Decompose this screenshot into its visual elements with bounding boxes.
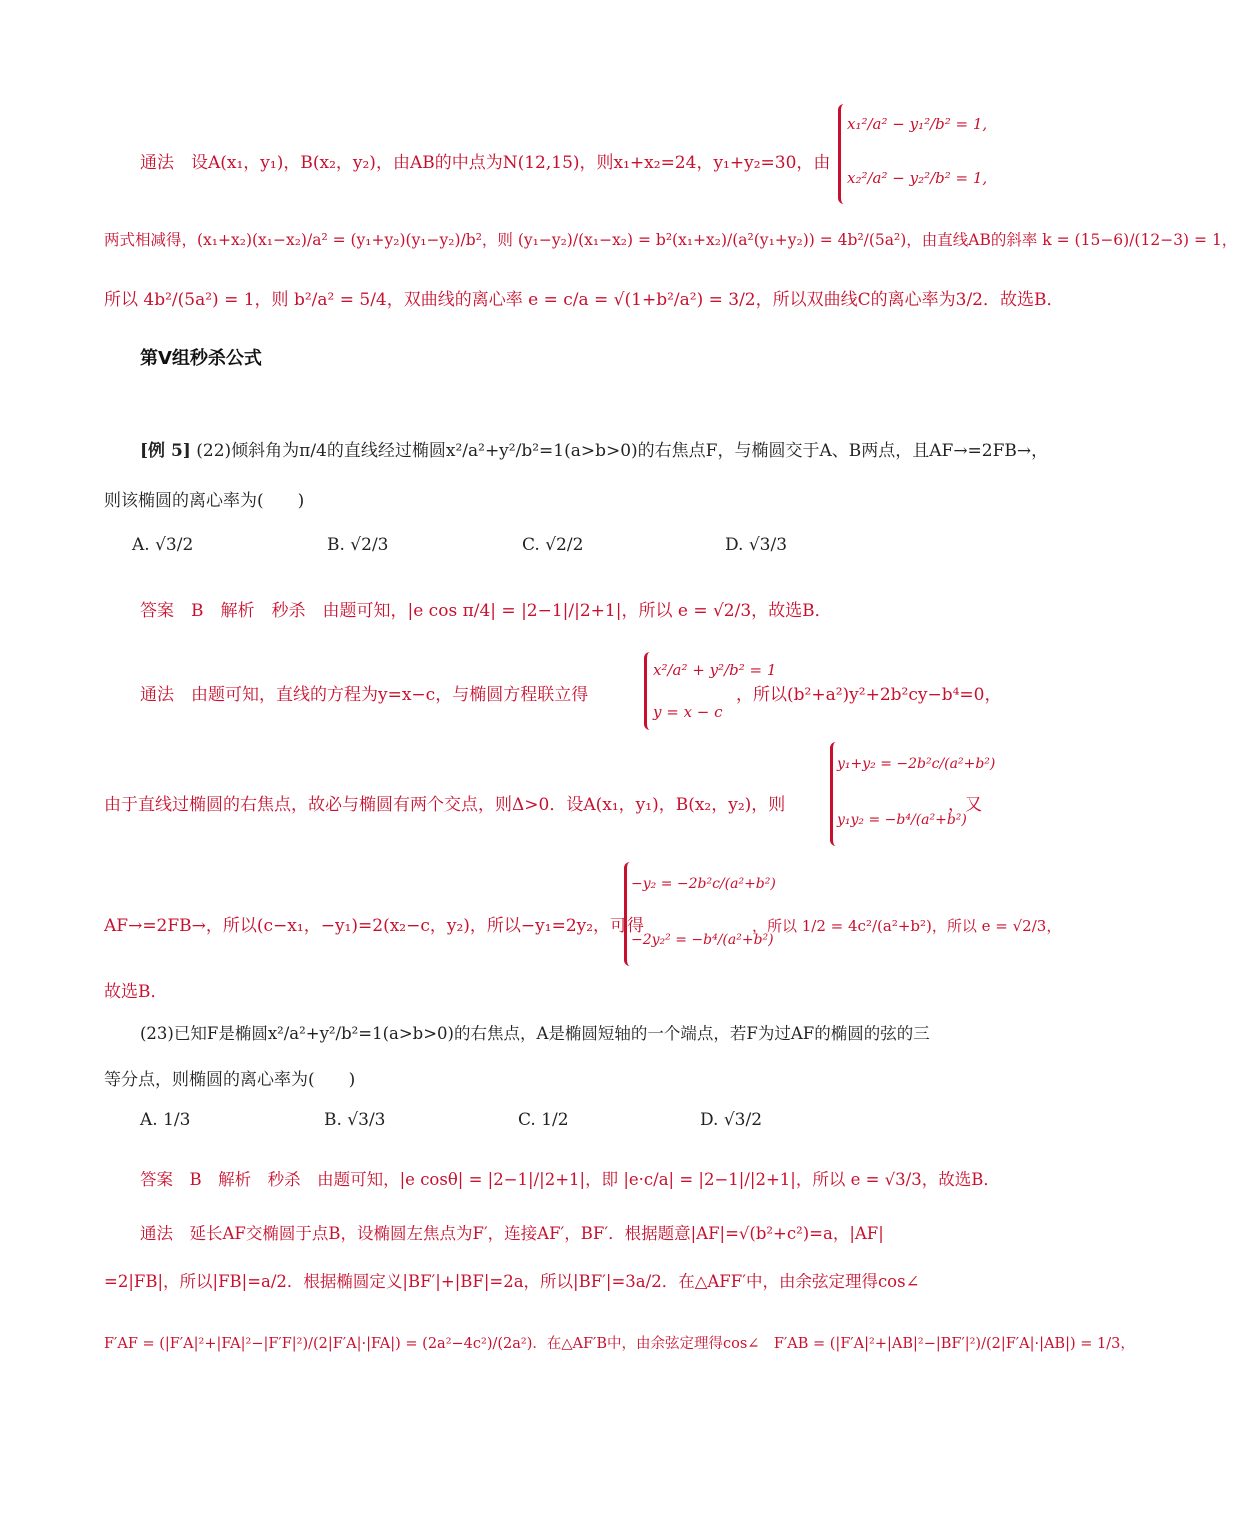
question-line <box>140 437 1048 465</box>
equation-system-vieta <box>830 742 996 846</box>
option-c: C. √2/2 <box>522 535 584 555</box>
system-equation-bottom: y₁y₂ = −b⁴/(a²+b²) <box>837 812 967 828</box>
method-paragraph-line: 通法 由题可知，直线的方程为y=x−c，与椭圆方程联立得 <box>140 685 589 705</box>
option-d: D. √3/2 <box>700 1110 763 1130</box>
question-text: (22)倾斜角为π/4的直线经过椭圆x²/a²+y²/b²=1(a>b>0)的右焦点F，与椭圆交于A、B两点，且AF→=2FB→， <box>196 441 1049 461</box>
method-paragraph-line: F′AF = (|F′A|²+|FA|²−|F′F|²)/(2|F′A|·|FA|) = (2a²−4c²)/(2a²)．在△AF′B中，由余弦定理得cos∠ F′AB = (|F′A|²+|AB|²−|BF′|²)/(2|F′A|·|AB|) = 1/3， <box>104 1336 1135 1352</box>
method-paragraph-tail: ，所以(b²+a²)y²+2b²cy−b⁴=0， <box>736 685 1002 705</box>
system-equation-top: −y₂ = −2b²c/(a²+b²) <box>631 876 776 892</box>
method-paragraph-tail: ，又 <box>948 795 982 815</box>
method-paragraph-tail: ，所以 1/2 = 4c²/(a²+b²)，所以 e = √2/3， <box>752 917 1062 935</box>
method-paragraph-line: AF→=2FB→，所以(c−x₁，−y₁)=2(x₂−c，y₂)，所以−y₁=2y₂，可得 <box>104 916 645 936</box>
option-b: B. √2/3 <box>327 535 389 555</box>
equation-system-line-ellipse <box>644 652 777 730</box>
option-d: D. √3/3 <box>725 535 788 555</box>
system-equation-top: x₁²/a² − y₁²/b² = 1, <box>847 115 988 133</box>
example-label: [例 5] <box>140 441 191 461</box>
method-paragraph-line: 两式相减得，(x₁+x₂)(x₁−x₂)/a² = (y₁+y₂)(y₁−y₂)/b²，则 (y₁−y₂)/(x₁−x₂) = b²(x₁+x₂)/(a²(y₁+y₂)) = 4b²/(5a²)，由直线AB的斜率 k = (15−6)/(12−3) = 1， <box>104 231 1237 249</box>
system-equation-bottom: y = x − c <box>653 703 723 721</box>
system-equation-top: y₁+y₂ = −2b²c/(a²+b²) <box>837 756 996 772</box>
question-line: (23)已知F是椭圆x²/a²+y²/b²=1(a>b>0)的右焦点，A是椭圆短轴的一个端点，若F为过AF的椭圆的弦的三 <box>140 1024 930 1043</box>
answer-line: 答案 B 解析 秒杀 由题可知，|e cos π/4| = |2−1|/|2+1|，所以 e = √2/3，故选B． <box>140 601 832 621</box>
method-paragraph-line: 通法 延长AF交椭圆于点B，设椭圆左焦点为F′，连接AF′，BF′．根据题意|AF|=√(b²+c²)=a，|AF| <box>140 1224 884 1243</box>
option-a: A. 1/3 <box>140 1110 191 1130</box>
option-b: B. √3/3 <box>324 1110 386 1130</box>
section-heading: 第V组秒杀公式 <box>140 348 262 369</box>
method-paragraph-line: 所以 4b²/(5a²) = 1，则 b²/a² = 5/4，双曲线的离心率 e = c/a = √(1+b²/a²) = 3/2，所以双曲线C的离心率为3/2．故选B． <box>104 290 1064 310</box>
method-paragraph-line: 故选B． <box>104 982 168 1002</box>
system-equation-bottom: −2y₂² = −b⁴/(a²+b²) <box>631 932 774 948</box>
answer-line: 答案 B 解析 秒杀 由题可知，|e cosθ| = |2−1|/|2+1|，即 |e·c/a| = |2−1|/|2+1|，所以 e = √3/3，故选B． <box>140 1170 1000 1189</box>
equation-system-hyperbola <box>838 104 988 204</box>
option-a: A. √3/2 <box>132 535 194 555</box>
method-paragraph-line: =2|FB|，所以|FB|=a/2．根据椭圆定义|BF′|+|BF|=2a，所以|BF′|=3a/2．在△AFF′中，由余弦定理得cos∠ <box>104 1272 920 1291</box>
method-paragraph-line: 由于直线过椭圆的右焦点，故必与椭圆有两个交点，则Δ>0．设A(x₁，y₁)，B(x₂，y₂)，则 <box>104 795 786 815</box>
question-line: 等分点，则椭圆的离心率为( ) <box>104 1070 356 1090</box>
equation-system-y2 <box>624 862 776 966</box>
question-line: 则该椭圆的离心率为( ) <box>104 491 305 511</box>
option-c: C. 1/2 <box>518 1110 569 1130</box>
method-paragraph-line: 通法 设A(x₁，y₁)，B(x₂，y₂)，由AB的中点为N(12,15)，则x₁+x₂=24，y₁+y₂=30，由 <box>140 153 831 173</box>
system-equation-top: x²/a² + y²/b² = 1 <box>653 661 777 679</box>
system-equation-bottom: x₂²/a² − y₂²/b² = 1, <box>847 169 988 187</box>
